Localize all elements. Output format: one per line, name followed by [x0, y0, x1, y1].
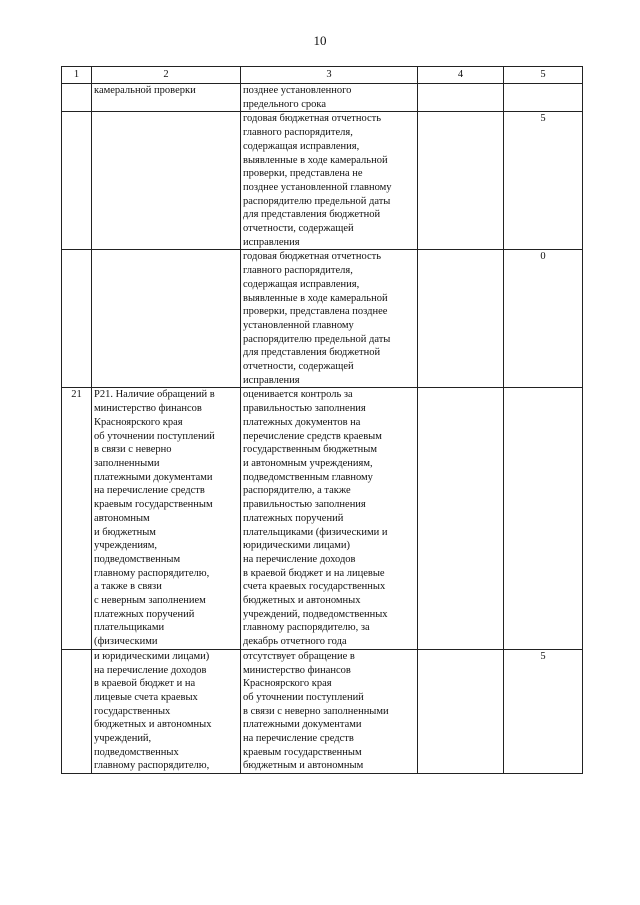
table-row — [62, 112, 583, 250]
row-number — [62, 649, 92, 773]
header-cell-3: 3 — [241, 67, 418, 84]
condition-cell: годовая бюджетная отчетность главного распорядителя, содержащая исправления, выявленные в ходе камеральной проверки, представлена позднее установленной главному распорядителю предельной даты для представления бюджетной отчетности, содержащей исправления — [241, 250, 418, 388]
table-header-row — [62, 67, 583, 84]
indicator-cell: и юридическими лицами) на перечисление доходов в краевой бюджет и на лицевые счета краевых государственных бюджетных и автономных учреждений, подведомственных главному распорядителю, — [92, 649, 241, 773]
score-cell: 5 — [504, 112, 583, 250]
condition-cell: годовая бюджетная отчетность главного распорядителя, содержащая исправления, выявленные в ходе камеральной проверки, представлена не позднее установленной главному распорядителю предельной даты для представления бюджетной отчетности, содержащей исправления — [241, 112, 418, 250]
row-number — [62, 250, 92, 388]
indicator-cell — [92, 250, 241, 388]
header-cell-5: 5 — [504, 67, 583, 84]
score-cell — [504, 388, 583, 649]
header-cell-1: 1 — [62, 67, 92, 84]
header-cell-2: 2 — [92, 67, 241, 84]
criteria-table — [61, 66, 583, 774]
col4-cell — [418, 649, 504, 773]
table-row — [62, 250, 583, 388]
row-number — [62, 84, 92, 112]
score-cell: 5 — [504, 649, 583, 773]
score-cell — [504, 84, 583, 112]
condition-cell: позднее установленного предельного срока — [241, 84, 418, 112]
col4-cell — [418, 250, 504, 388]
indicator-cell: Р21. Наличие обращений в министерство финансов Красноярского края об уточнении поступлений в связи с неверно заполненными платежными документами на перечисление средств краевым государственным автономным и бюджетным учреждениям, подведомственным главному распорядителю, а также в связи с неверным заполнением платежных поручений плательщиками (физическими — [92, 388, 241, 649]
table-row — [62, 388, 583, 649]
col4-cell — [418, 388, 504, 649]
col4-cell — [418, 84, 504, 112]
table-row — [62, 84, 583, 112]
page-number: 10 — [313, 33, 327, 48]
score-cell: 0 — [504, 250, 583, 388]
condition-cell: оценивается контроль за правильностью заполнения платежных документов на перечисление средств краевым государственным бюджетным и автономным учреждениям, подведомственным главному распорядителю, а также правильностью заполнения платежных поручений плательщиками (физическими и юридическими лицами) на перечисление доходов в краевой бюджет и на лицевые счета краевых государственных бюджетных и автономных учреждений, подведомственных главному распорядителю, за декабрь отчетного года — [241, 388, 418, 649]
row-number — [62, 112, 92, 250]
table-row — [62, 649, 583, 773]
col4-cell — [418, 112, 504, 250]
row-number: 21 — [62, 388, 92, 649]
condition-cell: отсутствует обращение в министерство финансов Красноярского края об уточнении поступлений в связи с неверно заполненными платежными документами на перечисление средств краевым государственным бюджетным и автономным — [241, 649, 418, 773]
indicator-cell — [92, 112, 241, 250]
header-cell-4: 4 — [418, 67, 504, 84]
indicator-cell: камеральной проверки — [92, 84, 241, 112]
